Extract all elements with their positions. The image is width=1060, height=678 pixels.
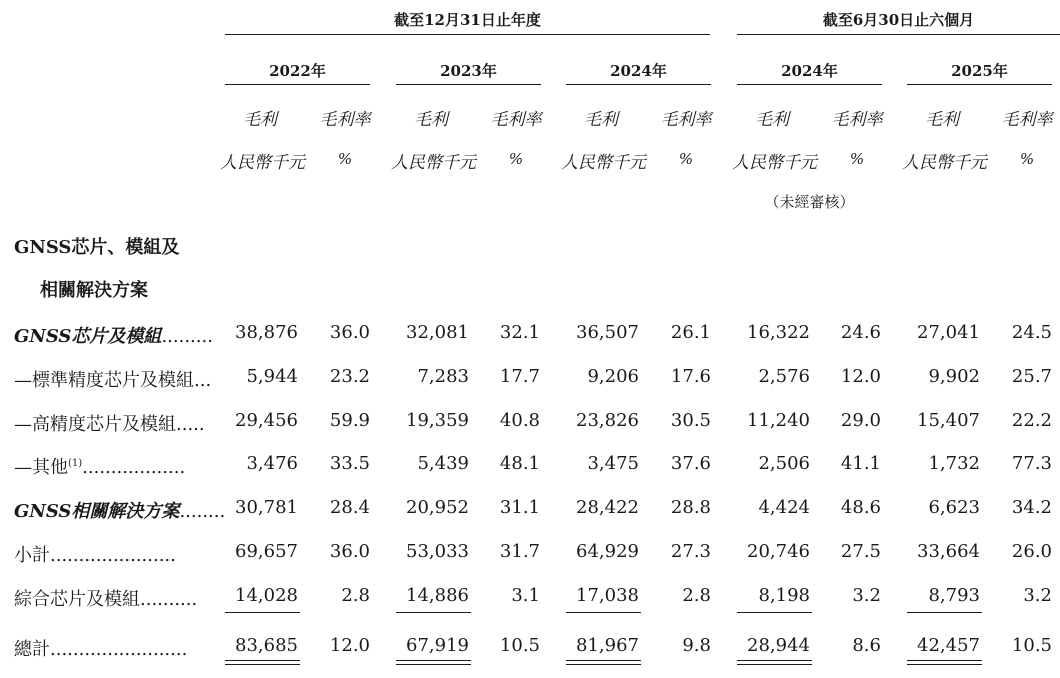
cell-margin: 36.0: [329, 541, 370, 562]
cell-gross-profit: 3,476: [246, 453, 298, 474]
total-double-rule: [566, 660, 641, 665]
leader-dots: ..........: [140, 589, 198, 610]
year-divider-1: [225, 84, 370, 85]
cell-gross-profit: 29,456: [235, 410, 298, 431]
cell-gross-profit: 81,967: [576, 635, 639, 656]
row-label-text: 綜合芯片及模組: [14, 589, 140, 610]
cell-gross-profit: 5,944: [246, 366, 298, 387]
cell-margin: 26.1: [670, 322, 711, 343]
cell-gross-profit: 42,457: [917, 635, 980, 656]
year-header-4: 2024年: [781, 62, 838, 80]
cell-margin: 12.0: [329, 635, 370, 656]
cell-margin: 23.2: [329, 366, 370, 387]
unit-percent: %: [849, 150, 865, 168]
cell-gross-profit: 9,902: [928, 366, 980, 387]
cell-margin: 31.1: [499, 497, 540, 518]
cell-gross-profit: 15,407: [917, 410, 980, 431]
unit-rmb-thousands: 人民幣千元: [220, 153, 305, 173]
cell-margin: 40.8: [499, 410, 540, 431]
row-label: [14, 635, 187, 661]
row-label-text: —高精度芯片及模組: [14, 414, 176, 435]
cell-margin: 28.4: [329, 497, 370, 518]
cell-gross-profit: 16,322: [747, 322, 810, 343]
cell-gross-profit: 64,929: [576, 541, 639, 562]
cell-margin: 26.0: [1011, 541, 1052, 562]
year-divider-2: [396, 84, 541, 85]
period-header-fiscal-year: 截至12月31日止年度: [394, 11, 541, 29]
col-header-gross-profit: 毛利: [414, 110, 448, 130]
unaudited-note: （未經審核）: [764, 193, 855, 211]
cell-margin: 12.0: [840, 366, 881, 387]
cell-gross-profit: 8,198: [758, 585, 810, 606]
cell-margin: 48.6: [840, 497, 881, 518]
row-label: [14, 453, 185, 479]
row-label-text: —標準精度芯片及模組: [14, 370, 194, 391]
cell-margin: 3.2: [1023, 585, 1052, 606]
year-divider-5: [907, 84, 1052, 85]
row-label: [14, 322, 213, 348]
cell-margin: 37.6: [670, 453, 711, 474]
subtotal-rule: [566, 612, 641, 613]
cell-gross-profit: 33,664: [917, 541, 980, 562]
total-double-rule: [225, 660, 300, 665]
cell-gross-profit: 11,240: [747, 410, 810, 431]
cell-gross-profit: 5,439: [417, 453, 469, 474]
unit-rmb-thousands: 人民幣千元: [561, 153, 646, 173]
cell-margin: 77.3: [1011, 453, 1052, 474]
cell-gross-profit: 2,506: [758, 453, 810, 474]
year-divider-4: [737, 84, 882, 85]
col-header-gross-profit: 毛利: [925, 110, 959, 130]
leader-dots: .........: [161, 326, 213, 347]
cell-margin: 2.8: [682, 585, 711, 606]
period-divider-fy: [225, 34, 710, 35]
cell-gross-profit: 17,038: [576, 585, 639, 606]
year-header-2: 2023年: [440, 62, 497, 80]
cell-margin: 34.2: [1011, 497, 1052, 518]
col-header-gross-profit: 毛利: [584, 110, 618, 130]
cell-margin: 48.1: [499, 453, 540, 474]
cell-gross-profit: 7,283: [417, 366, 469, 387]
cell-margin: 3.1: [511, 585, 540, 606]
subtotal-rule: [396, 612, 471, 613]
cell-gross-profit: 28,944: [747, 635, 810, 656]
cell-gross-profit: 1,732: [928, 453, 980, 474]
cell-gross-profit: 38,876: [235, 322, 298, 343]
footnote-marker: (1): [68, 458, 83, 469]
leader-dots: ..................: [82, 457, 186, 478]
cell-margin: 24.6: [840, 322, 881, 343]
cell-margin: 33.5: [329, 453, 370, 474]
cell-gross-profit: 2,576: [758, 366, 810, 387]
cell-margin: 59.9: [329, 410, 370, 431]
leader-dots: ......................: [50, 545, 176, 566]
col-header-margin: 毛利率: [490, 110, 542, 130]
cell-gross-profit: 3,475: [587, 453, 639, 474]
cell-gross-profit: 23,826: [576, 410, 639, 431]
col-header-margin: 毛利率: [831, 110, 883, 130]
subtotal-rule: [907, 612, 982, 613]
row-label: [14, 410, 205, 436]
cell-margin: 22.2: [1011, 410, 1052, 431]
cell-gross-profit: 36,507: [576, 322, 639, 343]
col-header-margin: 毛利率: [660, 110, 712, 130]
cell-margin: 31.7: [499, 541, 540, 562]
col-header-gross-profit: 毛利: [755, 110, 789, 130]
cell-margin: 28.8: [670, 497, 711, 518]
cell-margin: 29.0: [840, 410, 881, 431]
cell-margin: 10.5: [499, 635, 540, 656]
subtotal-rule: [225, 612, 300, 613]
cell-gross-profit: 28,422: [576, 497, 639, 518]
cell-gross-profit: 69,657: [235, 541, 298, 562]
year-divider-3: [566, 84, 711, 85]
cell-gross-profit: 27,041: [917, 322, 980, 343]
row-label: [14, 585, 197, 611]
total-double-rule: [907, 660, 982, 665]
cell-gross-profit: 32,081: [406, 322, 469, 343]
year-header-3: 2024年: [610, 62, 667, 80]
cell-margin: 41.1: [840, 453, 881, 474]
cell-margin: 27.5: [840, 541, 881, 562]
cell-gross-profit: 6,623: [928, 497, 980, 518]
leader-dots: ........................: [50, 639, 188, 660]
section-title-line-1: GNSS芯片、模組及: [14, 237, 180, 258]
cell-gross-profit: 9,206: [587, 366, 639, 387]
total-double-rule: [737, 660, 812, 665]
row-label-text: —其他: [14, 457, 68, 478]
cell-gross-profit: 83,685: [235, 635, 298, 656]
cell-gross-profit: 67,919: [406, 635, 469, 656]
unit-percent: %: [678, 150, 694, 168]
row-label-text: 小計: [14, 545, 50, 566]
row-label-text: GNSS芯片及模組: [14, 326, 162, 347]
cell-gross-profit: 20,746: [747, 541, 810, 562]
cell-margin: 27.3: [670, 541, 711, 562]
subtotal-rule: [737, 612, 812, 613]
unit-rmb-thousands: 人民幣千元: [732, 153, 817, 173]
period-divider-h1: [737, 34, 1060, 35]
cell-gross-profit: 19,359: [406, 410, 469, 431]
leader-dots: .....: [176, 414, 205, 435]
cell-gross-profit: 4,424: [758, 497, 810, 518]
cell-margin: 30.5: [670, 410, 711, 431]
col-header-margin: 毛利率: [319, 110, 371, 130]
cell-margin: 32.1: [499, 322, 540, 343]
row-label-text: GNSS相關解決方案: [14, 501, 180, 522]
cell-margin: 36.0: [329, 322, 370, 343]
leader-dots: ........: [179, 501, 226, 522]
row-label: [14, 541, 176, 567]
cell-gross-profit: 14,028: [235, 585, 298, 606]
total-double-rule: [396, 660, 471, 665]
cell-gross-profit: 53,033: [406, 541, 469, 562]
unit-rmb-thousands: 人民幣千元: [902, 153, 987, 173]
cell-gross-profit: 14,886: [406, 585, 469, 606]
unit-rmb-thousands: 人民幣千元: [391, 153, 476, 173]
unit-percent: %: [508, 150, 524, 168]
row-label-text: 總計: [14, 639, 50, 660]
cell-gross-profit: 20,952: [406, 497, 469, 518]
row-label: [14, 366, 211, 392]
cell-margin: 2.8: [341, 585, 370, 606]
cell-margin: 17.7: [499, 366, 540, 387]
unit-percent: %: [1019, 150, 1035, 168]
cell-margin: 8.6: [852, 635, 881, 656]
section-title-line-2: 相關解決方案: [40, 280, 148, 301]
cell-margin: 17.6: [670, 366, 711, 387]
col-header-gross-profit: 毛利: [243, 110, 277, 130]
cell-margin: 25.7: [1011, 366, 1052, 387]
year-header-5: 2025年: [951, 62, 1008, 80]
cell-gross-profit: 30,781: [235, 497, 298, 518]
cell-margin: 24.5: [1011, 322, 1052, 343]
cell-gross-profit: 8,793: [928, 585, 980, 606]
cell-margin: 3.2: [852, 585, 881, 606]
cell-margin: 10.5: [1011, 635, 1052, 656]
cell-margin: 9.8: [682, 635, 711, 656]
unit-percent: %: [337, 150, 353, 168]
period-header-six-months: 截至6月30日止六個月: [822, 11, 975, 29]
col-header-margin: 毛利率: [1001, 110, 1053, 130]
leader-dots: ...: [194, 370, 212, 391]
year-header-1: 2022年: [269, 62, 326, 80]
